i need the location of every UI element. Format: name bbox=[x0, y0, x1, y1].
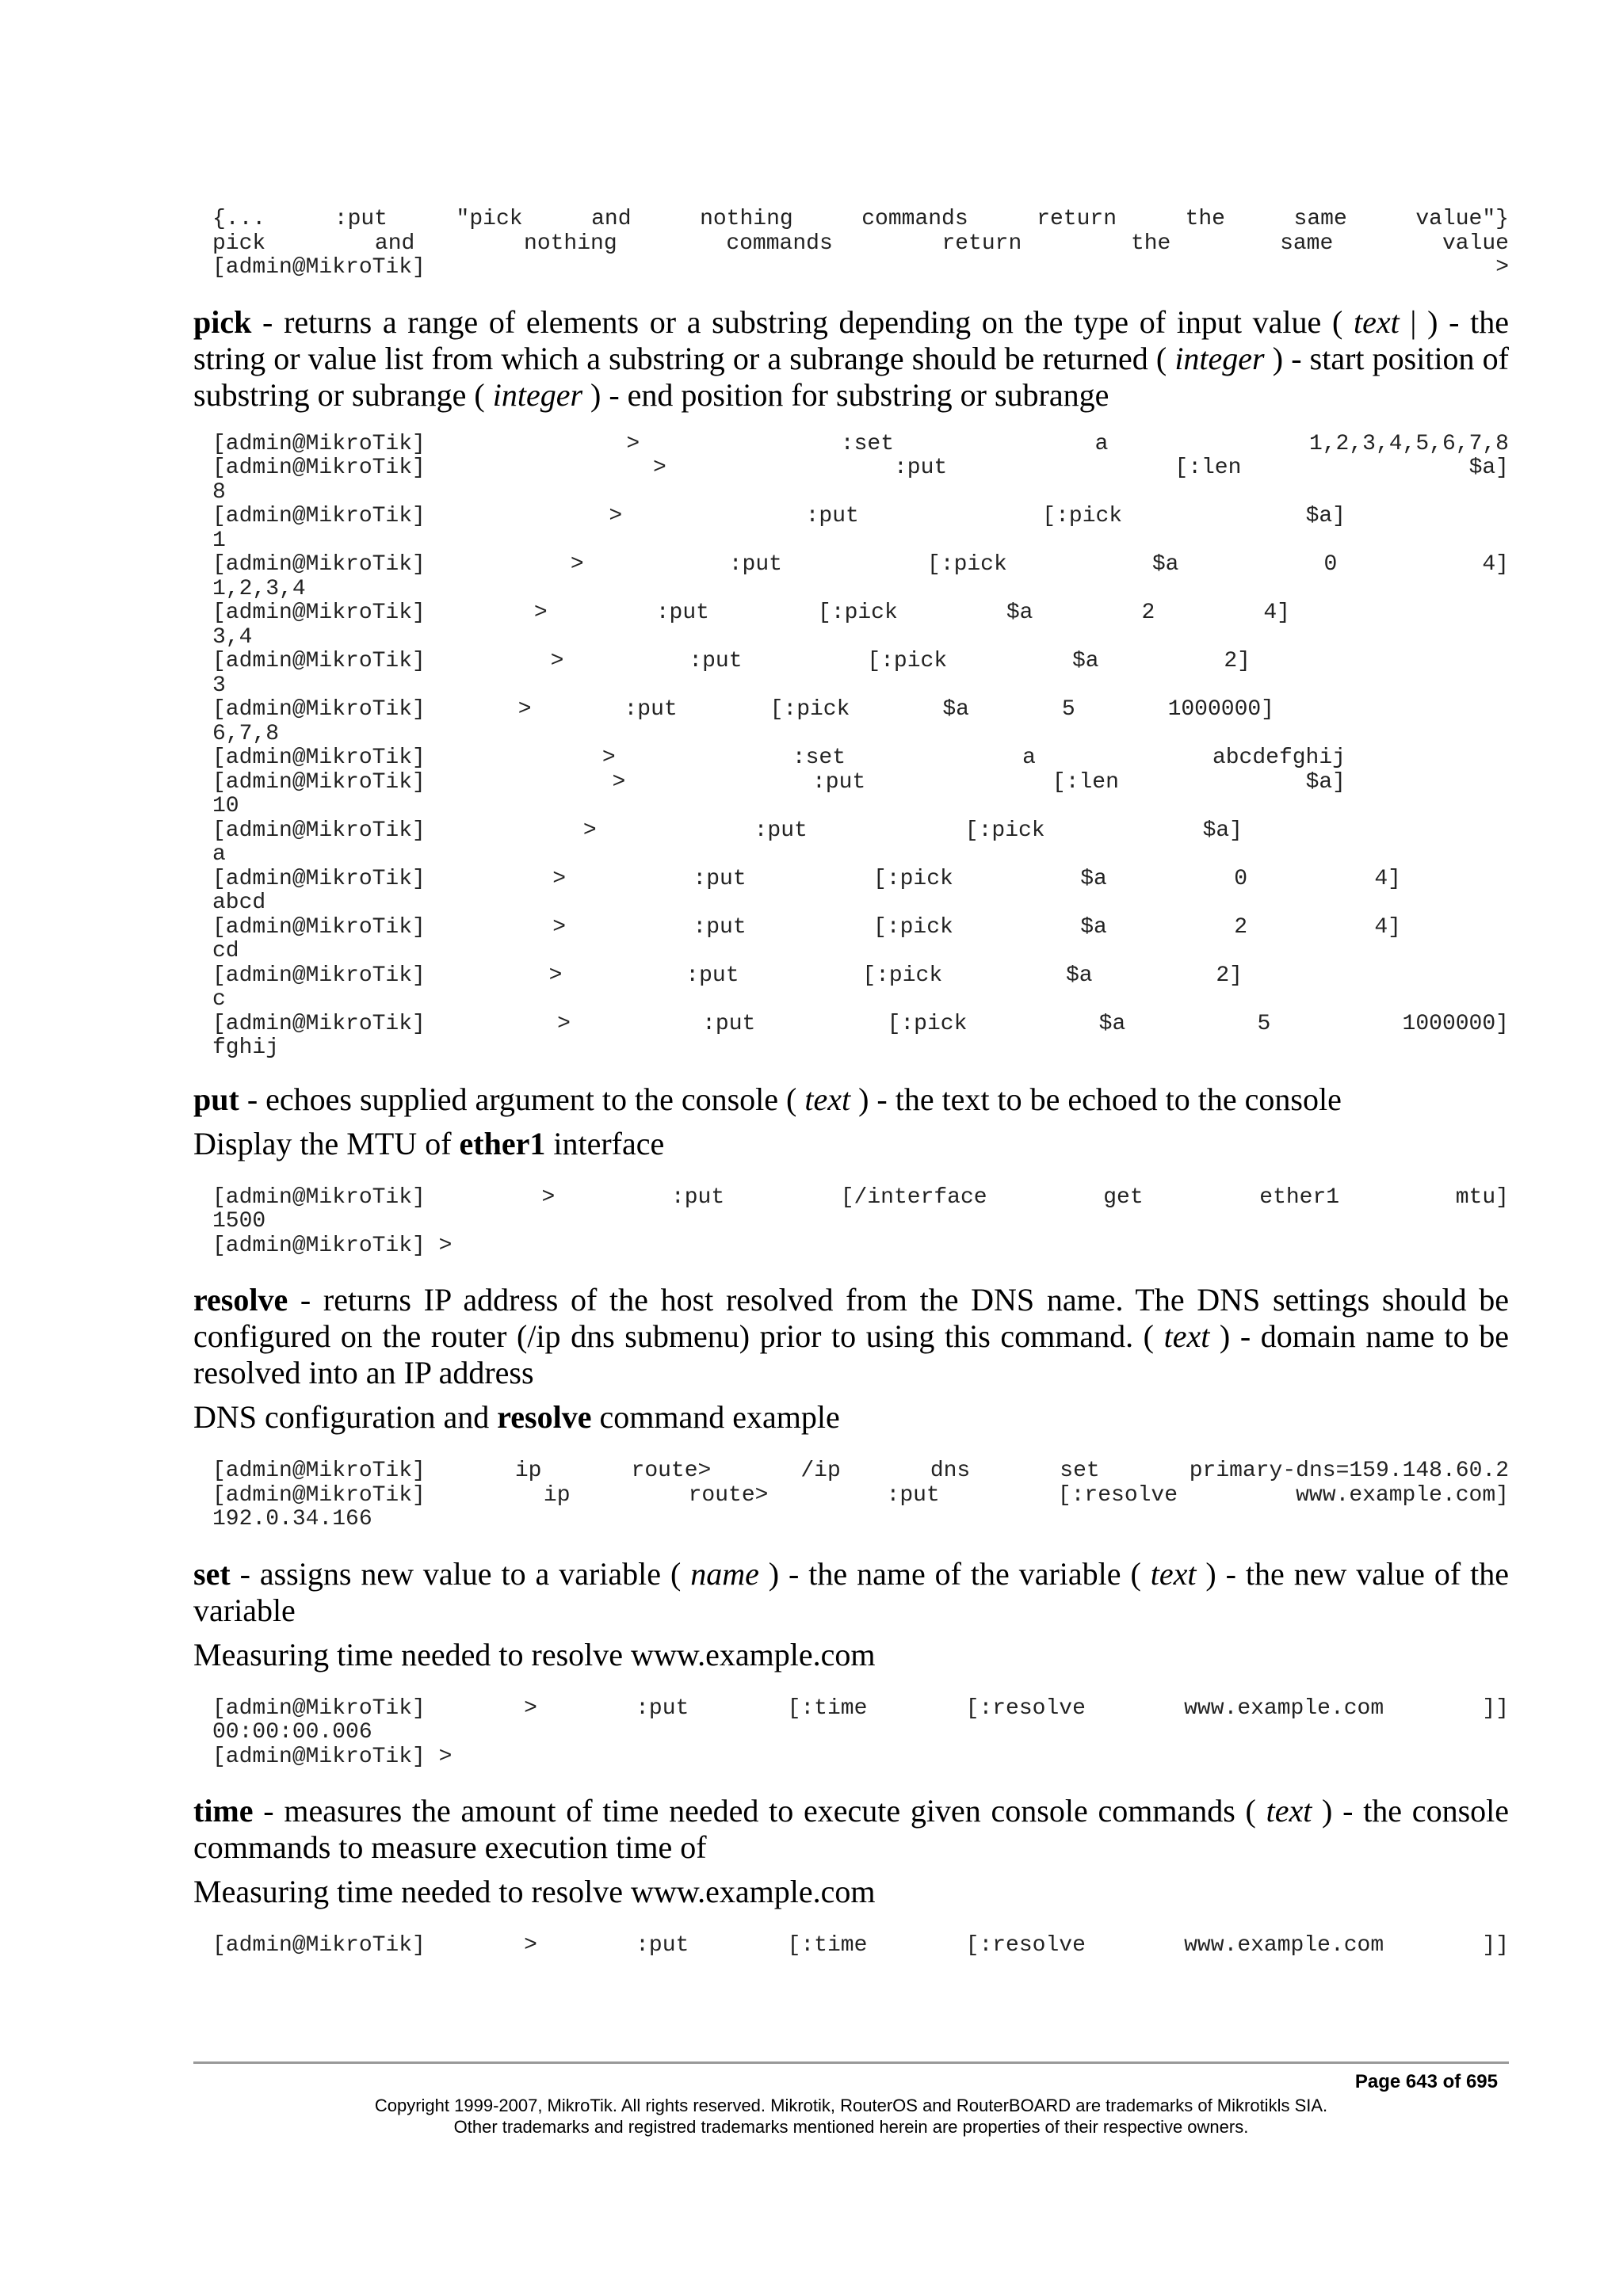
code-token: a bbox=[1094, 431, 1109, 456]
code-token: 1000000] bbox=[1167, 697, 1274, 722]
code-token: [:pick bbox=[964, 818, 1045, 843]
code-line bbox=[212, 256, 1509, 280]
code-token: [admin@MikroTik] bbox=[212, 1695, 426, 1721]
code-token: [:len bbox=[1052, 769, 1119, 795]
code-token: abcdefghij bbox=[1212, 746, 1346, 770]
code-token: and bbox=[591, 207, 632, 231]
code-token: ip bbox=[543, 1482, 571, 1508]
code-token: [admin@MikroTik] bbox=[212, 746, 426, 770]
code-token: :put bbox=[655, 601, 709, 625]
code-line bbox=[212, 698, 1274, 723]
code-token: > bbox=[653, 456, 666, 480]
code-token: [:pick bbox=[862, 963, 943, 988]
code-token: [admin@MikroTik] bbox=[212, 697, 426, 722]
code-line bbox=[212, 232, 1509, 257]
code-token: :set bbox=[840, 431, 894, 456]
code-token: fghij bbox=[212, 1035, 280, 1060]
code-token: [:resolve bbox=[965, 1695, 1086, 1721]
code-token: > bbox=[582, 818, 597, 843]
code-token: [admin@MikroTik] bbox=[212, 504, 426, 528]
code-token: :put bbox=[812, 769, 866, 795]
code-token: :put bbox=[636, 1695, 689, 1721]
code-token: 3 bbox=[212, 673, 226, 698]
code-token: $a bbox=[1151, 552, 1179, 577]
code-block-pick bbox=[212, 433, 1509, 1061]
code-token: $a] bbox=[1305, 769, 1346, 795]
code-token: > bbox=[550, 649, 564, 673]
code-token: > bbox=[1495, 255, 1509, 280]
copyright-line-2: Other trademarks and registred trademarks mentioned herein are properties of their respective owners. bbox=[453, 2117, 1249, 2137]
footer-divider bbox=[193, 2061, 1509, 2064]
code-token: 5 bbox=[1061, 697, 1075, 722]
code-token: [:pick bbox=[769, 697, 850, 722]
code-line bbox=[212, 481, 1509, 505]
code-token: [admin@MikroTik] bbox=[212, 818, 426, 843]
code-token: value bbox=[1442, 231, 1509, 256]
code-token: $a bbox=[1071, 649, 1099, 673]
code-token: the bbox=[1185, 207, 1225, 231]
code-line bbox=[212, 843, 1509, 868]
code-token: :put bbox=[805, 504, 859, 528]
code-token: :put bbox=[702, 1011, 756, 1036]
code-token: > bbox=[541, 1184, 556, 1210]
code-token: :put bbox=[894, 456, 948, 480]
code-token: $a] bbox=[1202, 818, 1243, 843]
code-token: > bbox=[612, 769, 626, 795]
put-description: put - echoes supplied argument to the console ( text ) - the text to be echoed to the console bbox=[193, 1081, 1342, 1117]
code-line bbox=[212, 771, 1346, 795]
page-footer bbox=[193, 2069, 1509, 2138]
code-line bbox=[212, 746, 1346, 771]
code-token: cd bbox=[212, 939, 239, 963]
code-token: a bbox=[1022, 746, 1036, 770]
code-line bbox=[212, 578, 1509, 602]
code-line bbox=[212, 723, 1509, 747]
code-token: 4] bbox=[1482, 552, 1509, 577]
code-token: c bbox=[212, 987, 226, 1012]
code-token: [admin@MikroTik] bbox=[212, 1459, 426, 1483]
code-token: [:pick bbox=[867, 649, 948, 673]
code-token: [admin@MikroTik] > bbox=[212, 1233, 453, 1258]
code-line bbox=[212, 1745, 1509, 1770]
code-token: nothing bbox=[700, 207, 793, 231]
code-token: :put bbox=[636, 1933, 689, 1958]
code-token: "pick bbox=[456, 207, 523, 231]
code-line bbox=[212, 1186, 1509, 1211]
code-token: [admin@MikroTik] bbox=[212, 866, 426, 891]
code-token: $a bbox=[1098, 1011, 1126, 1036]
code-token: :set bbox=[792, 746, 846, 770]
term-put: put bbox=[193, 1081, 239, 1117]
code-line bbox=[212, 1934, 1509, 1958]
code-token: 0 bbox=[1234, 866, 1247, 891]
code-token: and bbox=[374, 231, 415, 256]
code-token: return bbox=[941, 231, 1022, 256]
code-token: [admin@MikroTik] bbox=[212, 456, 426, 480]
code-line bbox=[212, 553, 1509, 578]
code-token: primary-dns=159.148.60.2 bbox=[1189, 1459, 1509, 1483]
code-token: [admin@MikroTik] bbox=[212, 1011, 426, 1036]
code-line bbox=[212, 868, 1401, 892]
code-token: [:pick bbox=[887, 1011, 968, 1036]
resolve-description: resolve - returns IP address of the host resolved from the DNS name. The DNS settings should be configured on the router (/ip dns submenu) prior to using this command. ( text ) - domain name to be resolved into an IP address bbox=[193, 1282, 1510, 1390]
code-token: ]] bbox=[1482, 1695, 1509, 1721]
code-token: > bbox=[601, 746, 616, 770]
code-token: > bbox=[524, 1695, 537, 1721]
code-line bbox=[212, 433, 1509, 457]
code-token: same bbox=[1293, 207, 1347, 231]
code-token: > bbox=[626, 431, 640, 456]
set-description: set - assigns new value to a variable ( name ) - the name of the variable ( text ) - the new value of the variable bbox=[193, 1555, 1509, 1628]
set-example-caption: Measuring time needed to resolve www.example.com bbox=[193, 1636, 876, 1672]
code-block-set bbox=[212, 1697, 1509, 1770]
code-token: > bbox=[570, 552, 584, 577]
code-token: [admin@MikroTik] bbox=[212, 552, 426, 577]
code-line bbox=[212, 1210, 1509, 1234]
code-token: route> bbox=[688, 1482, 769, 1508]
code-line bbox=[212, 1697, 1509, 1722]
code-token: > bbox=[533, 601, 548, 625]
code-line bbox=[212, 988, 1509, 1013]
code-token: 4] bbox=[1374, 866, 1401, 891]
code-line bbox=[212, 505, 1346, 529]
code-token: 4] bbox=[1374, 914, 1401, 940]
code-token: $a bbox=[942, 697, 969, 722]
code-token: [admin@MikroTik] > bbox=[212, 1744, 453, 1769]
code-token: [:len bbox=[1174, 456, 1242, 480]
code-token: [:pick bbox=[873, 914, 953, 940]
code-token: :put bbox=[728, 552, 782, 577]
code-token: commands bbox=[726, 231, 833, 256]
code-token: www.example.com bbox=[1184, 1933, 1384, 1958]
code-line bbox=[212, 456, 1509, 481]
code-line bbox=[212, 1013, 1509, 1037]
code-token: $a] bbox=[1468, 456, 1509, 480]
put-example-caption: Display the MTU of ether1 interface bbox=[193, 1125, 665, 1161]
term-resolve: resolve bbox=[193, 1282, 288, 1318]
code-token: $a bbox=[1080, 866, 1107, 891]
code-token: 2 bbox=[1234, 914, 1247, 940]
code-line bbox=[212, 1721, 1509, 1745]
code-token: $a bbox=[1006, 601, 1033, 625]
code-token: 10 bbox=[212, 794, 239, 818]
code-token: 5 bbox=[1257, 1011, 1271, 1036]
code-token: $a] bbox=[1305, 504, 1346, 528]
resolve-example-caption: DNS configuration and resolve command example bbox=[193, 1399, 840, 1435]
code-token: :put bbox=[689, 649, 743, 673]
code-token: [:pick bbox=[926, 552, 1007, 577]
code-token: 0 bbox=[1323, 552, 1338, 577]
code-token: 1,2,3,4,5,6,7,8 bbox=[1308, 431, 1509, 456]
code-token: $a bbox=[1065, 963, 1093, 988]
code-line bbox=[212, 916, 1401, 940]
code-token: 2] bbox=[1224, 649, 1251, 673]
code-line bbox=[212, 626, 1509, 650]
code-token: dns bbox=[930, 1459, 971, 1483]
code-token: :put bbox=[624, 697, 678, 722]
code-token: route> bbox=[631, 1459, 712, 1483]
code-token: ]] bbox=[1482, 1933, 1509, 1958]
code-token: value"} bbox=[1415, 207, 1509, 231]
code-token: ether1 bbox=[1259, 1184, 1340, 1210]
code-line bbox=[212, 601, 1290, 626]
copyright-line-1: Copyright 1999-2007, MikroTik. All rights reserved. Mikrotik, RouterOS and RouterBOARD are trademarks of Mikrotikls SIA. bbox=[374, 2096, 1328, 2115]
code-token: :put bbox=[693, 866, 747, 891]
code-token: [:pick bbox=[817, 601, 898, 625]
pick-description: pick - returns a range of elements or a substring depending on the type of input value ( text | ) - the string or value list from which a substring or a subrange should be returned ( integer ) - start position of substring or subrange ( integer ) - end position for substring or subrange bbox=[193, 303, 1510, 413]
code-token: 1 bbox=[212, 528, 226, 553]
code-block-top bbox=[212, 208, 1509, 280]
code-token: 8 bbox=[212, 479, 226, 505]
code-token: 2] bbox=[1216, 963, 1243, 988]
code-line bbox=[212, 529, 1509, 554]
code-line bbox=[212, 819, 1243, 844]
code-token: [admin@MikroTik] bbox=[212, 601, 426, 625]
code-token: :put bbox=[754, 818, 808, 843]
code-token: :put bbox=[670, 1184, 725, 1210]
code-token: pick bbox=[212, 231, 266, 256]
code-token: /ip bbox=[800, 1459, 841, 1483]
term-set: set bbox=[193, 1555, 231, 1592]
code-token: ip bbox=[514, 1459, 542, 1483]
code-token: {... bbox=[212, 207, 266, 231]
code-token: get bbox=[1103, 1184, 1144, 1210]
code-line bbox=[212, 1036, 1509, 1061]
code-line bbox=[212, 674, 1509, 699]
code-token: [admin@MikroTik] bbox=[212, 649, 426, 673]
code-token: abcd bbox=[212, 891, 266, 915]
code-token: > bbox=[548, 963, 563, 988]
code-token: [:pick bbox=[1042, 504, 1123, 528]
code-token: [:time bbox=[787, 1933, 868, 1958]
code-token: :put bbox=[693, 914, 747, 940]
code-token: www.example.com bbox=[1184, 1695, 1384, 1721]
code-token: 1000000] bbox=[1402, 1011, 1509, 1036]
code-token: same bbox=[1280, 231, 1334, 256]
code-token: 4] bbox=[1263, 601, 1290, 625]
code-token: [:pick bbox=[873, 866, 953, 891]
code-token: set bbox=[1060, 1459, 1100, 1483]
code-token: 3,4 bbox=[212, 624, 253, 650]
code-line bbox=[212, 964, 1243, 989]
code-token: [admin@MikroTik] bbox=[212, 769, 426, 795]
page-number: Page 643 of 695 bbox=[1354, 2071, 1498, 2092]
code-token: 6,7,8 bbox=[212, 721, 280, 746]
code-block-time bbox=[212, 1934, 1509, 1958]
code-line bbox=[212, 208, 1509, 232]
code-token: nothing bbox=[524, 231, 617, 256]
code-token: [admin@MikroTik] bbox=[212, 431, 426, 456]
term-time: time bbox=[193, 1793, 254, 1829]
code-token: [:resolve bbox=[1057, 1482, 1178, 1508]
code-token: [admin@MikroTik] bbox=[212, 963, 426, 988]
code-line bbox=[212, 1484, 1509, 1508]
code-line bbox=[212, 1234, 1509, 1259]
code-token: 2 bbox=[1141, 601, 1155, 625]
code-token: return bbox=[1037, 207, 1117, 231]
code-token: > bbox=[552, 866, 567, 891]
code-line bbox=[212, 891, 1509, 916]
code-token: 192.0.34.166 bbox=[212, 1507, 372, 1531]
code-token: :put bbox=[334, 207, 388, 231]
code-token: www.example.com] bbox=[1296, 1482, 1509, 1508]
code-token: [admin@MikroTik] bbox=[212, 914, 426, 940]
code-token: > bbox=[552, 914, 567, 940]
code-line bbox=[212, 650, 1251, 674]
code-token: > bbox=[524, 1933, 537, 1958]
code-token: > bbox=[517, 697, 532, 722]
term-pick: pick bbox=[193, 303, 252, 340]
code-token: 00:00:00.006 bbox=[212, 1720, 372, 1745]
code-token: mtu] bbox=[1455, 1184, 1509, 1210]
code-line bbox=[212, 940, 1509, 964]
code-token: :put bbox=[685, 963, 739, 988]
code-token: [admin@MikroTik] bbox=[212, 1482, 426, 1508]
code-token: a bbox=[212, 842, 226, 867]
code-token: [admin@MikroTik] bbox=[212, 1184, 426, 1210]
code-token: > bbox=[609, 504, 623, 528]
time-example-caption: Measuring time needed to resolve www.example.com bbox=[193, 1874, 876, 1909]
code-block-resolve bbox=[212, 1459, 1509, 1532]
code-line bbox=[212, 1508, 1509, 1532]
code-token: > bbox=[557, 1011, 571, 1036]
code-token: [:resolve bbox=[965, 1933, 1086, 1958]
code-token: 1,2,3,4 bbox=[212, 576, 306, 601]
code-token: :put bbox=[886, 1482, 940, 1508]
code-token: [admin@MikroTik] bbox=[212, 255, 426, 280]
page-content bbox=[193, 208, 1509, 1958]
code-token: $a bbox=[1080, 914, 1107, 940]
code-line bbox=[212, 795, 1509, 819]
code-token: [:time bbox=[787, 1695, 868, 1721]
code-line bbox=[212, 1459, 1509, 1484]
code-token: [admin@MikroTik] bbox=[212, 1933, 426, 1958]
code-token: the bbox=[1130, 231, 1171, 256]
code-token: commands bbox=[861, 207, 968, 231]
code-block-put bbox=[212, 1186, 1509, 1259]
code-token: 1500 bbox=[212, 1209, 266, 1234]
code-token: [/interface bbox=[840, 1184, 987, 1210]
time-description: time - measures the amount of time needed to execute given console commands ( text ) - the console commands to measure execution time of bbox=[193, 1793, 1509, 1865]
